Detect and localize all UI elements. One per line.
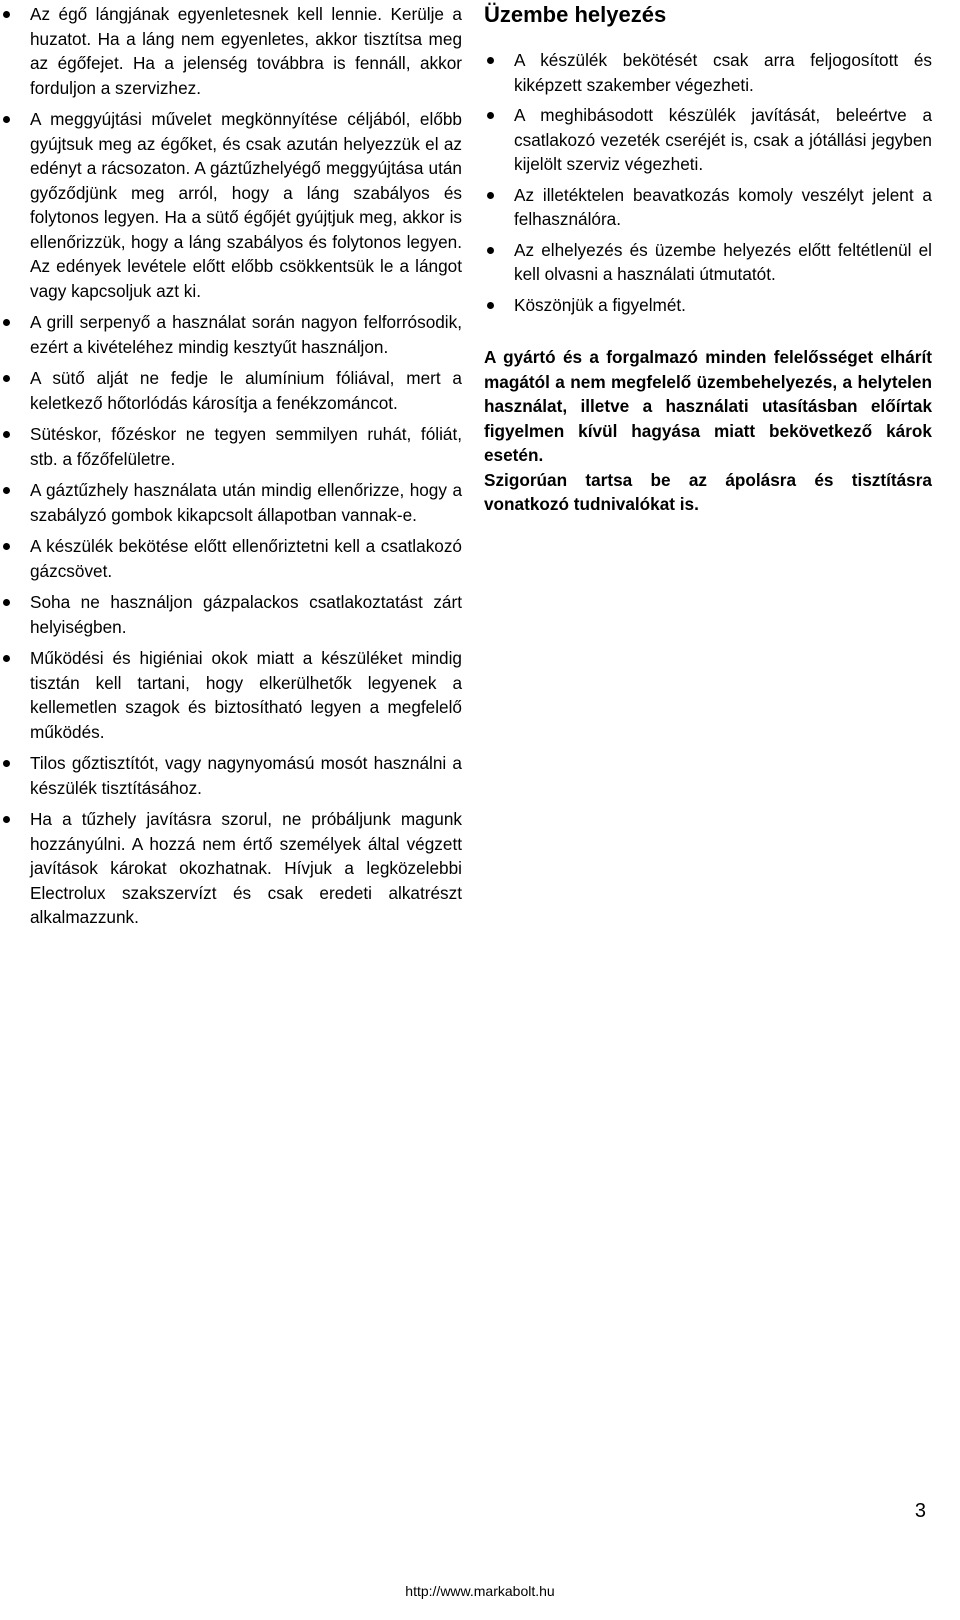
warning-paragraph: A gyártó és a forgalmazó minden felelősséget elhárít magától a nem megfelelő üzembehelyezés, a helytelen használat, illetve a használati utasításban előírtak figyelmen kívül hagyása miatt bekövetkező károk esetén. [484,347,932,465]
list-item [484,183,932,232]
footer-url: http://www.markabolt.hu [405,1583,555,1599]
list-item [0,310,462,359]
list-item-text: Az illetéktelen beavatkozás komoly veszélyt jelent a felhasználóra. [514,184,932,229]
list-item-text: A készülék bekötése előtt ellenőriztetni kell a csatlakozó gázcsövet. [30,536,462,581]
list-item [0,107,462,303]
section-title: Üzembe helyezés [484,2,667,27]
list-item [484,238,932,287]
bullet-icon [3,319,10,326]
list-item-text: Ha a tűzhely javításra szorul, ne próbáljunk magunk hozzányúlni. A hozzá nem értő személyek által végzett javítások károkat okozhatnak. Hívjuk a legközelebbi Electrolux szakszervízt és csak eredeti alkatrészt alkalmazzunk. [30,809,462,927]
list-item [0,2,462,100]
bullet-icon [487,302,494,309]
list-item-text: Köszönjük a figyelmét. [514,294,686,315]
list-item-text: A grill serpenyő a használat során nagyon felforrósodik, ezért a kivételéhez mindig kesztyűt használjon. [30,312,462,357]
list-item-text: A gáztűzhely használata után mindig ellenőrizze, hogy a szabályzó gombok kikapcsolt állapotban vannak-e. [30,480,462,525]
bullet-icon [487,247,494,254]
list-item-text: A sütő alját ne fedje le alumínium fóliával, mert a keletkező hőtorlódás károsítja a fenékzománcot. [30,368,462,413]
list-item [484,103,932,177]
page-number: 3 [914,1500,926,1522]
left-bullet-list [0,2,462,930]
list-item [0,422,462,471]
bullet-icon [3,375,10,382]
bullet-icon [3,11,10,18]
bullet-icon [3,599,10,606]
warning-paragraph: Szigorúan tartsa be az ápolásra és tisztításra vonatkozó tudnivalókat is. [484,469,932,514]
list-item [0,807,462,930]
list-item-text: Soha ne használjon gázpalackos csatlakoztatást zárt helyiségben. [30,592,462,637]
bullet-icon [3,655,10,662]
list-item [0,590,462,639]
list-item-text: A készülék bekötését csak arra feljogosított és kiképzett szakember végezheti. [514,50,932,95]
list-item [0,751,462,800]
list-item [0,646,462,744]
list-item-text: A meggyújtási művelet megkönnyítése céljából, előbb gyújtsuk meg az égőket, és csak azután helyezzük el az edényt a rácsozaton. A gáztűzhelyégő meggyújtása után győződjünk meg arról, hogy a láng szabályos és folytonos legyen. Ha a sütő égőjét gyújtjuk meg, akkor is ellenőrizzük, hogy a láng szabályos és folytonos legyen. Az edények levétele előtt előbb csökkentsük le a lángot vagy kapcsoljuk azt ki. [30,109,462,301]
list-item-text: A meghibásodott készülék javítását, beleértve a csatlakozó vezeték cseréjét is, csak a jótállási jegyben kijelölt szerviz végezheti. [514,105,932,174]
list-item [0,534,462,583]
bullet-icon [487,112,494,119]
right-column [484,0,932,517]
bullet-icon [3,543,10,550]
bullet-icon [3,431,10,438]
liability-warning [484,345,932,517]
bullet-icon [487,192,494,199]
list-item-text: Az égő lángjának egyenletesnek kell lennie. Kerülje a huzatot. Ha a láng nem egyenletes, akkor tisztítsa meg az égőfejet. Ha a jelenség továbbra is fennáll, akkor forduljon a szervizhez. [30,4,462,98]
list-item [484,48,932,97]
bullet-icon [487,57,494,64]
bullet-icon [3,816,10,823]
list-item [0,478,462,527]
list-item [484,293,932,318]
bullet-icon [3,760,10,767]
list-item [0,366,462,415]
list-item-text: Tilos gőztisztítót, vagy nagynyomású mosót használni a készülék tisztításához. [30,753,462,798]
list-item-text: Az elhelyezés és üzembe helyezés előtt feltétlenül el kell olvasni a használati útmutatót. [514,239,932,284]
list-item-text: Működési és higiéniai okok miatt a készüléket mindig tisztán kell tartani, hogy elkerülhetők legyenek a kellemetlen szagok és biztosítható legyen a megfelelő működés. [30,648,462,742]
list-item-text: Sütéskor, főzéskor ne tegyen semmilyen ruhát, fóliát, stb. a főzőfelületre. [30,424,462,469]
bullet-icon [3,116,10,123]
right-bullet-list [484,48,932,317]
left-column [0,0,462,937]
bullet-icon [3,487,10,494]
